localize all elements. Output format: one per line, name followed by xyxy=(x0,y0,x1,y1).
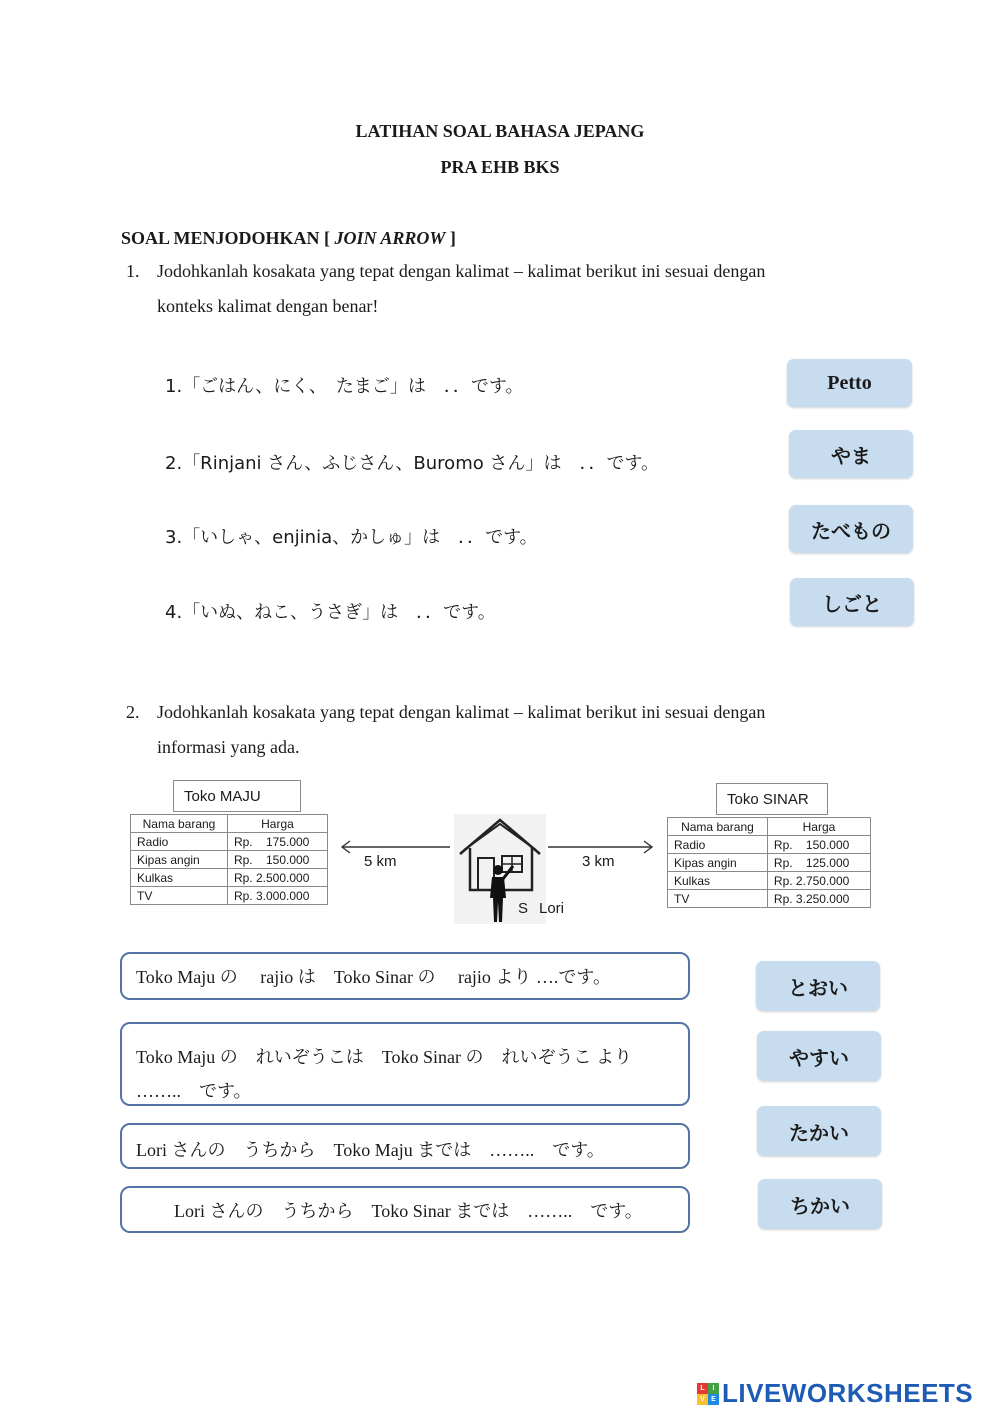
person-label: Lori xyxy=(539,900,565,917)
q2-instruction-line1: Jodohkanlah kosakata yang tepat dengan kalimat – kalimat berikut ini sesuai dengan xyxy=(157,702,766,722)
q2-instruction-line2: informasi yang ada. xyxy=(157,737,300,757)
table-cell-price: Rp. 3.250.000 xyxy=(767,890,870,908)
table-header-price: Harga xyxy=(227,815,327,833)
store-right-name: Toko SINAR xyxy=(716,783,828,815)
section-heading-suffix: ] xyxy=(445,228,456,248)
table-header-item: Nama barang xyxy=(668,818,768,836)
table-cell-price: Rp. 150.000 xyxy=(227,851,327,869)
table-cell-price: Rp. 2.750.000 xyxy=(767,872,870,890)
table-cell-price: Rp. 175.000 xyxy=(227,833,327,851)
q1-item-1-text: 「ごはん、にく、 たまご」は ．．です。 xyxy=(182,376,524,397)
table-row xyxy=(668,890,871,908)
q2-option-tooi[interactable]: とおい xyxy=(756,961,880,1011)
q1-instruction-line2: konteks kalimat dengan benar! xyxy=(157,296,379,316)
table-cell-item: TV xyxy=(668,890,768,908)
table-cell-item: TV xyxy=(131,887,228,905)
table-cell-price: Rp. 2.500.000 xyxy=(227,869,327,887)
q1-item-1 xyxy=(165,372,523,398)
q1-item-4-text: 「いぬ、ねこ、うさぎ」は ．．です。 xyxy=(182,602,496,623)
table-cell-item: Kulkas xyxy=(668,872,768,890)
table-header-row xyxy=(131,815,328,833)
distance-left: 5 km xyxy=(364,853,397,870)
logo-mark-cell: L xyxy=(697,1383,708,1394)
q2-sentence-1-text: Toko Maju の rajio は Toko Sinar の rajio より ….です。 xyxy=(136,967,611,987)
store-left-price-table xyxy=(130,814,328,905)
table-row xyxy=(131,887,328,905)
q1-item-1-num: 1. xyxy=(165,376,183,397)
q2-number: 2. xyxy=(126,702,140,722)
liveworksheets-logo xyxy=(697,1378,973,1409)
q1-item-2-text: 「Rinjani さん、ふじさん、Buromo さん」は ．．です。 xyxy=(182,453,660,474)
logo-mark-cell: E xyxy=(708,1394,719,1405)
page-title: LATIHAN SOAL BAHASA JEPANG xyxy=(355,121,645,141)
table-header-item: Nama barang xyxy=(131,815,228,833)
q2-sentence-2-line2: …….. です。 xyxy=(136,1081,252,1101)
q1-item-3-num: 3. xyxy=(165,527,183,548)
table-row xyxy=(668,872,871,890)
table-cell-item: Radio xyxy=(131,833,228,851)
q2-sentence-3 xyxy=(120,1123,690,1169)
table-cell-price: Rp. 3.000.000 xyxy=(227,887,327,905)
q1-option-tabemono[interactable]: たべもの xyxy=(789,505,913,553)
page-subtitle: PRA EHB BKS xyxy=(440,157,560,177)
table-cell-item: Kipas angin xyxy=(668,854,768,872)
q2-option-takai[interactable]: たかい xyxy=(757,1106,881,1156)
q1-item-4 xyxy=(165,598,496,624)
q2-sentence-1 xyxy=(120,952,690,1000)
table-cell-price: Rp. 125.000 xyxy=(767,854,870,872)
store-left-name: Toko MAJU xyxy=(173,780,301,812)
q2-option-chikai[interactable]: ちかい xyxy=(758,1179,882,1229)
table-cell-item: Radio xyxy=(668,836,768,854)
q2-instruction xyxy=(157,695,877,765)
q1-option-yama[interactable]: やま xyxy=(789,430,913,478)
table-row xyxy=(668,854,871,872)
q1-option-petto[interactable]: Petto xyxy=(787,359,912,407)
table-row xyxy=(668,836,871,854)
table-cell-price: Rp. 150.000 xyxy=(767,836,870,854)
table-header-price: Harga xyxy=(767,818,870,836)
q2-option-yasui[interactable]: やすい xyxy=(757,1031,881,1081)
table-header-row xyxy=(668,818,871,836)
q1-item-3-text: 「いしゃ、enjinia、かしゅ」は ．．です。 xyxy=(182,527,538,548)
q1-number: 1. xyxy=(126,261,140,281)
store-right-price-table xyxy=(667,817,871,908)
q2-sentence-2 xyxy=(120,1022,690,1106)
q2-sentence-2-line1: Toko Maju の れいぞうこは Toko Sinar の れいぞうこ より xyxy=(136,1047,632,1067)
q2-sentence-4 xyxy=(120,1186,690,1233)
person-mark: S xyxy=(518,900,529,917)
logo-mark xyxy=(697,1383,719,1405)
q2-sentence-4-text: Lori さんの うちから Toko Sinar までは …….. です。 xyxy=(174,1200,643,1221)
q2-sentence-3-text: Lori さんの うちから Toko Maju までは …….. です。 xyxy=(136,1140,605,1160)
section-heading-prefix: SOAL MENJODOHKAN [ xyxy=(121,228,335,248)
table-row xyxy=(131,833,328,851)
table-cell-item: Kulkas xyxy=(131,869,228,887)
q1-item-4-num: 4. xyxy=(165,602,183,623)
person-icon xyxy=(486,862,518,924)
logo-text: LIVEWORKSHEETS xyxy=(722,1378,974,1408)
section-heading xyxy=(121,228,456,249)
table-row xyxy=(131,851,328,869)
section-heading-italic: JOIN ARROW xyxy=(334,228,446,248)
q1-item-2-num: 2. xyxy=(165,453,183,474)
distance-right: 3 km xyxy=(582,853,615,870)
q1-option-shigoto[interactable]: しごと xyxy=(790,578,914,626)
table-cell-item: Kipas angin xyxy=(131,851,228,869)
q1-instruction xyxy=(157,254,877,324)
q1-item-2 xyxy=(165,449,659,475)
table-row xyxy=(131,869,328,887)
logo-mark-cell: V xyxy=(697,1394,708,1405)
q1-instruction-line1: Jodohkanlah kosakata yang tepat dengan kalimat – kalimat berikut ini sesuai dengan xyxy=(157,261,766,281)
q1-item-3 xyxy=(165,523,538,549)
logo-mark-cell: I xyxy=(708,1383,719,1394)
